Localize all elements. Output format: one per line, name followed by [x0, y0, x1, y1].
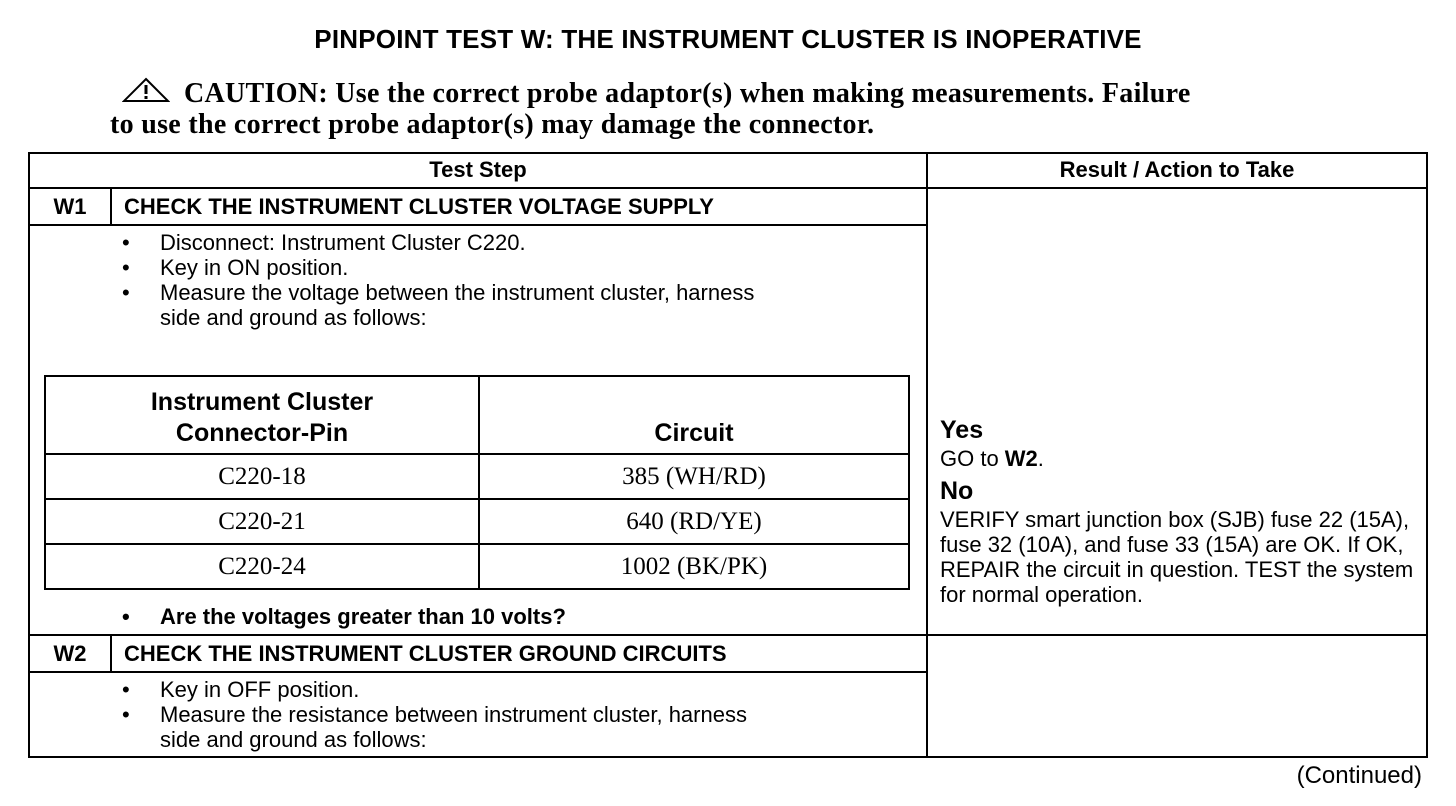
- step-divider: [28, 634, 1428, 636]
- step-title-w1: CHECK THE INSTRUMENT CLUSTER VOLTAGE SUPPLY: [124, 194, 714, 219]
- connector-pin-table: [44, 375, 910, 590]
- pin-cell: C220-21: [45, 499, 479, 544]
- list-item-continuation: side and ground as follows:: [160, 727, 427, 752]
- table-row: [45, 454, 909, 499]
- pin-cell: C220-18: [45, 454, 479, 499]
- w1-result: [940, 414, 1420, 607]
- header-result-action: Result / Action to Take: [1059, 157, 1295, 182]
- step-id-w1: W1: [53, 194, 87, 219]
- list-item: • Measure the voltage between the instrument cluster, harness: [122, 280, 912, 305]
- table-row: [45, 499, 909, 544]
- page-title: PINPOINT TEST W: THE INSTRUMENT CLUSTER IS INOPERATIVE: [314, 24, 1142, 54]
- list-item: • Are the voltages greater than 10 volts?: [122, 604, 912, 629]
- list-item: • Key in ON position.: [122, 255, 912, 280]
- yes-action: GO to W2.: [940, 446, 1044, 471]
- column-divider: [926, 152, 928, 758]
- circuit-cell: 385 (WH/RD): [479, 454, 909, 499]
- goto-step-link: W2: [1004, 446, 1038, 471]
- list-item: • Measure the resistance between instrument cluster, harness: [122, 702, 912, 727]
- header-divider: [28, 187, 1428, 189]
- pin-cell: C220-24: [45, 544, 479, 589]
- list-item: • Disconnect: Instrument Cluster C220.: [122, 230, 912, 255]
- no-label: No: [940, 477, 974, 505]
- no-action: VERIFY smart junction box (SJB) fuse 22 (15A), fuse 32 (10A), and fuse 33 (15A) are OK. If OK, REPAIR the circuit in question. TEST the system for normal operation.: [940, 507, 1414, 607]
- caution-line-1: CAUTION: Use the correct probe adaptor(s) when making measurements. Failure: [184, 78, 1191, 109]
- w1-title-divider: [28, 224, 927, 226]
- caution-line-2: to use the correct probe adaptor(s) may damage the connector.: [110, 109, 875, 140]
- step-title-w2: CHECK THE INSTRUMENT CLUSTER GROUND CIRCUITS: [124, 641, 727, 666]
- w2-instructions: [122, 677, 912, 752]
- circuit-column-header: Circuit: [479, 376, 909, 454]
- pin-column-header: Instrument Cluster Connector-Pin: [45, 376, 479, 454]
- list-item: • Key in OFF position.: [122, 677, 912, 702]
- w1-question: [122, 604, 912, 629]
- step-id-w2: W2: [53, 641, 87, 666]
- table-row: [45, 544, 909, 589]
- header-test-step: Test Step: [429, 157, 527, 182]
- circuit-cell: 1002 (BK/PK): [479, 544, 909, 589]
- continued-note: (Continued): [1296, 762, 1422, 789]
- circuit-cell: 640 (RD/YE): [479, 499, 909, 544]
- yes-label: Yes: [940, 416, 984, 444]
- caution-note: [110, 78, 1310, 140]
- list-item-continuation: side and ground as follows:: [160, 305, 427, 330]
- w2-id-divider: [110, 635, 112, 672]
- warning-triangle-icon: [122, 77, 170, 103]
- w1-instructions: [122, 230, 912, 330]
- w2-title-divider: [28, 671, 927, 673]
- w1-id-divider: [110, 188, 112, 225]
